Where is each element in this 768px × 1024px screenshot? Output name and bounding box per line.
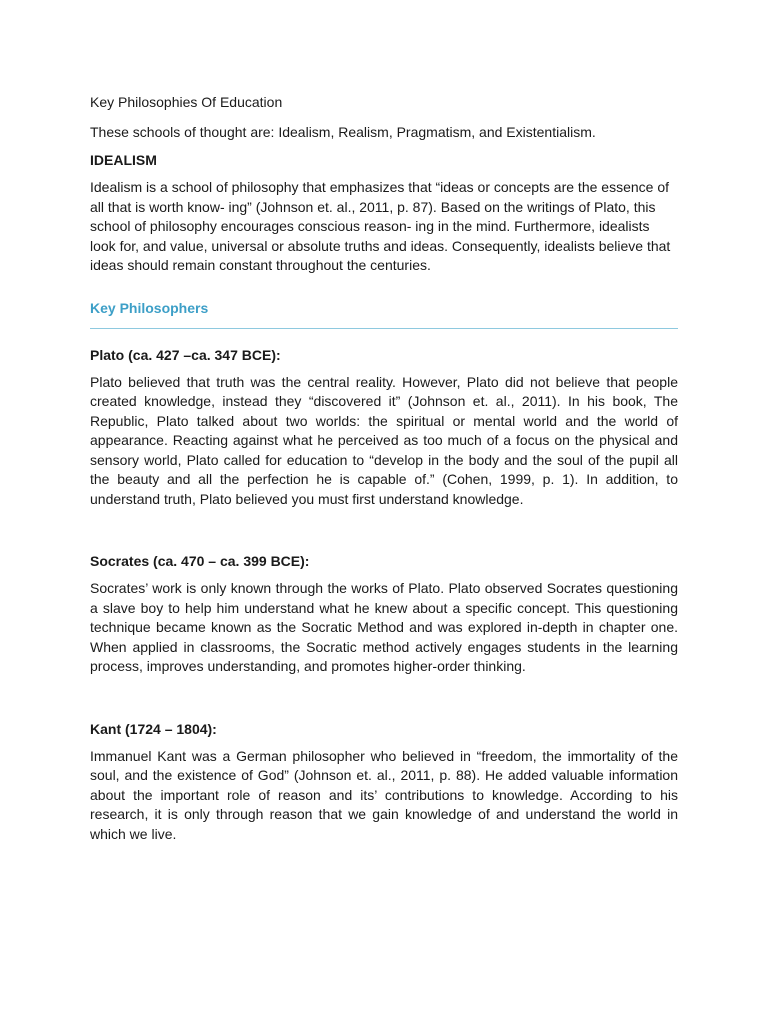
philosopher-name: Socrates (ca. 470 – ca. 399 BCE): xyxy=(90,553,310,569)
heading-divider xyxy=(90,328,678,329)
philosopher-body: Immanuel Kant was a German philosopher who believed in “freedom, the immortality of the soul, and the existence of God” (Johnson et. al., 2011, p. 88). He added valuable information about the important role of reason and its’ contributions to knowledge. According to his research, it is only through reason that we gain knowledge of and understand the world in which we live. xyxy=(90,747,678,842)
section-heading-idealism: IDEALISM xyxy=(90,152,157,168)
philosopher-plato xyxy=(90,345,678,510)
document-page xyxy=(90,92,678,844)
philosopher-body: Socrates’ work is only known through the works of Plato. Plato observed Socrates questioning a slave boy to help him understand what he knew about a specific concept. This questioning technique became known as the Socratic Method and was explored in-depth in chapter one. When applied in classrooms, the Socratic method actively engages students in the learning process, improves understanding, and promotes higher-order thinking. xyxy=(90,580,678,674)
philosopher-body: Plato believed that truth was the central reality. However, Plato did not believe that people created knowledge, instead they “discovered it” (Johnson et. al., 2011). In his book, The Republic, Plato talked about two worlds: the spiritual or mental world and the world of appearance. Reacting against what he perceived as too much of a focus on the physical and sensory world, Plato called for education to “develop in the body and the soul of the pupil all the beauty and all the perfection he is capable of.” (Cohen, 1999, p. 1). In addition, to understand truth, Plato believed you must first understand knowledge. xyxy=(90,373,678,507)
philosopher-socrates xyxy=(90,551,678,677)
document-title: Key Philosophies Of Education xyxy=(90,94,283,110)
philosopher-kant xyxy=(90,719,678,845)
philosopher-name: Plato (ca. 427 –ca. 347 BCE): xyxy=(90,346,281,363)
intro-paragraph: These schools of thought are: Idealism, Realism, Pragmatism, and Existentialism. xyxy=(90,124,596,140)
key-philosophers-heading: Key Philosophers xyxy=(90,299,209,316)
philosopher-name: Kant (1724 – 1804): xyxy=(90,720,217,737)
idealism-paragraph: Idealism is a school of philosophy that emphasizes that “ideas or concepts are the essence of all that is worth know- ing” (Johnson et. al., 2011, p. 87). Based on the writings of Plato, this school of philosophy encourages conscious reason- ing in the mind. Furthermore, idealists look for, and value, universal or absolute truths and ideas. Consequently, idealists believe that ideas should remain constant throughout the centuries. xyxy=(90,179,671,273)
